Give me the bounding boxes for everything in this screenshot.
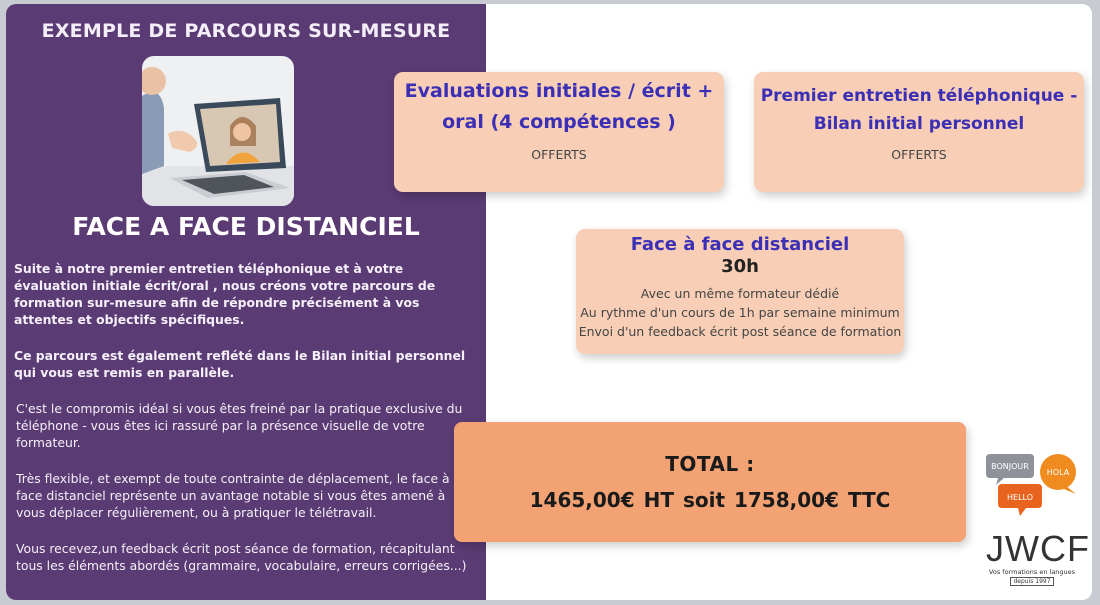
video-call-photo	[142, 56, 294, 206]
distanciel-detail: Au rythme d'un cours de 1h par semaine minimum	[580, 305, 900, 320]
bubble-hello: HELLO	[1007, 493, 1033, 502]
bubble-hola: HOLA	[1046, 468, 1070, 477]
distanciel-card-title: Face à face distanciel	[630, 234, 850, 255]
compromise-paragraph: C'est le compromis idéal si vous êtes freiné par la pratique exclusive du téléphone - vous êtes ici rassuré par la présence visuelle de votre formateur.	[16, 401, 463, 450]
evaluations-card-title	[394, 76, 724, 138]
slide	[6, 4, 1092, 600]
entretien-title-line2: Bilan initial personnel	[813, 114, 1025, 134]
logo-name: JWCF	[986, 528, 1090, 569]
logo-tagline: Vos formations en langues	[988, 568, 1076, 576]
evaluations-title-line1: Evaluations initiales / écrit +	[404, 80, 714, 102]
entretien-note: OFFERTS	[891, 147, 947, 162]
total-box	[454, 422, 966, 542]
evaluations-card	[394, 72, 724, 192]
feedback-paragraph: Vous recevez,un feedback écrit post séance de formation, récapitulant tous les éléments abordés (grammaire, vocabulaire, erreurs corrigées...)	[16, 541, 467, 573]
mode-title: FACE A FACE DISTANCIEL	[72, 212, 420, 241]
entretien-card-title	[754, 82, 1084, 138]
bilan-paragraph: Ce parcours est également reflété dans le Bilan initial personnel qui vous est remis en parallèle.	[14, 348, 466, 380]
flexibility-paragraph: Très flexible, et exempt de toute contrainte de déplacement, le face à face distanciel représente un avantage notable si vous êtes amené à vous déplacer régulièrement, ou à pratiquer le télétravail.	[16, 471, 450, 520]
distanciel-hours: 30h	[721, 256, 759, 277]
distanciel-card	[576, 229, 904, 354]
total-amount: 1465,00€ HT soit 1758,00€ TTC	[529, 488, 891, 512]
entretien-title-line1: Premier entretien téléphonique -	[760, 86, 1078, 106]
speech-bubbles-icon	[986, 450, 1082, 530]
distanciel-detail: Avec un même formateur dédié	[640, 286, 840, 301]
total-label: TOTAL :	[665, 452, 755, 476]
logo-since: depuis 1997	[1010, 577, 1054, 586]
evaluations-title-line2: oral (4 compétences )	[442, 111, 676, 133]
distanciel-detail: Envoi d'un feedback écrit post séance de formation	[578, 324, 902, 339]
entretien-card	[754, 72, 1084, 192]
bubble-bonjour: BONJOUR	[991, 462, 1029, 471]
evaluations-note: OFFERTS	[531, 147, 587, 162]
intro-paragraph: Suite à notre premier entretien téléphonique et à votre évaluation initiale écrit/oral , nous créons votre parcours de formation sur-mesure afin de répondre précisément à vos attentes et objectifs spécifiques.	[14, 261, 436, 327]
jwcf-logo	[986, 450, 1090, 590]
panel-header: EXEMPLE DE PARCOURS SUR-MESURE	[41, 20, 451, 42]
